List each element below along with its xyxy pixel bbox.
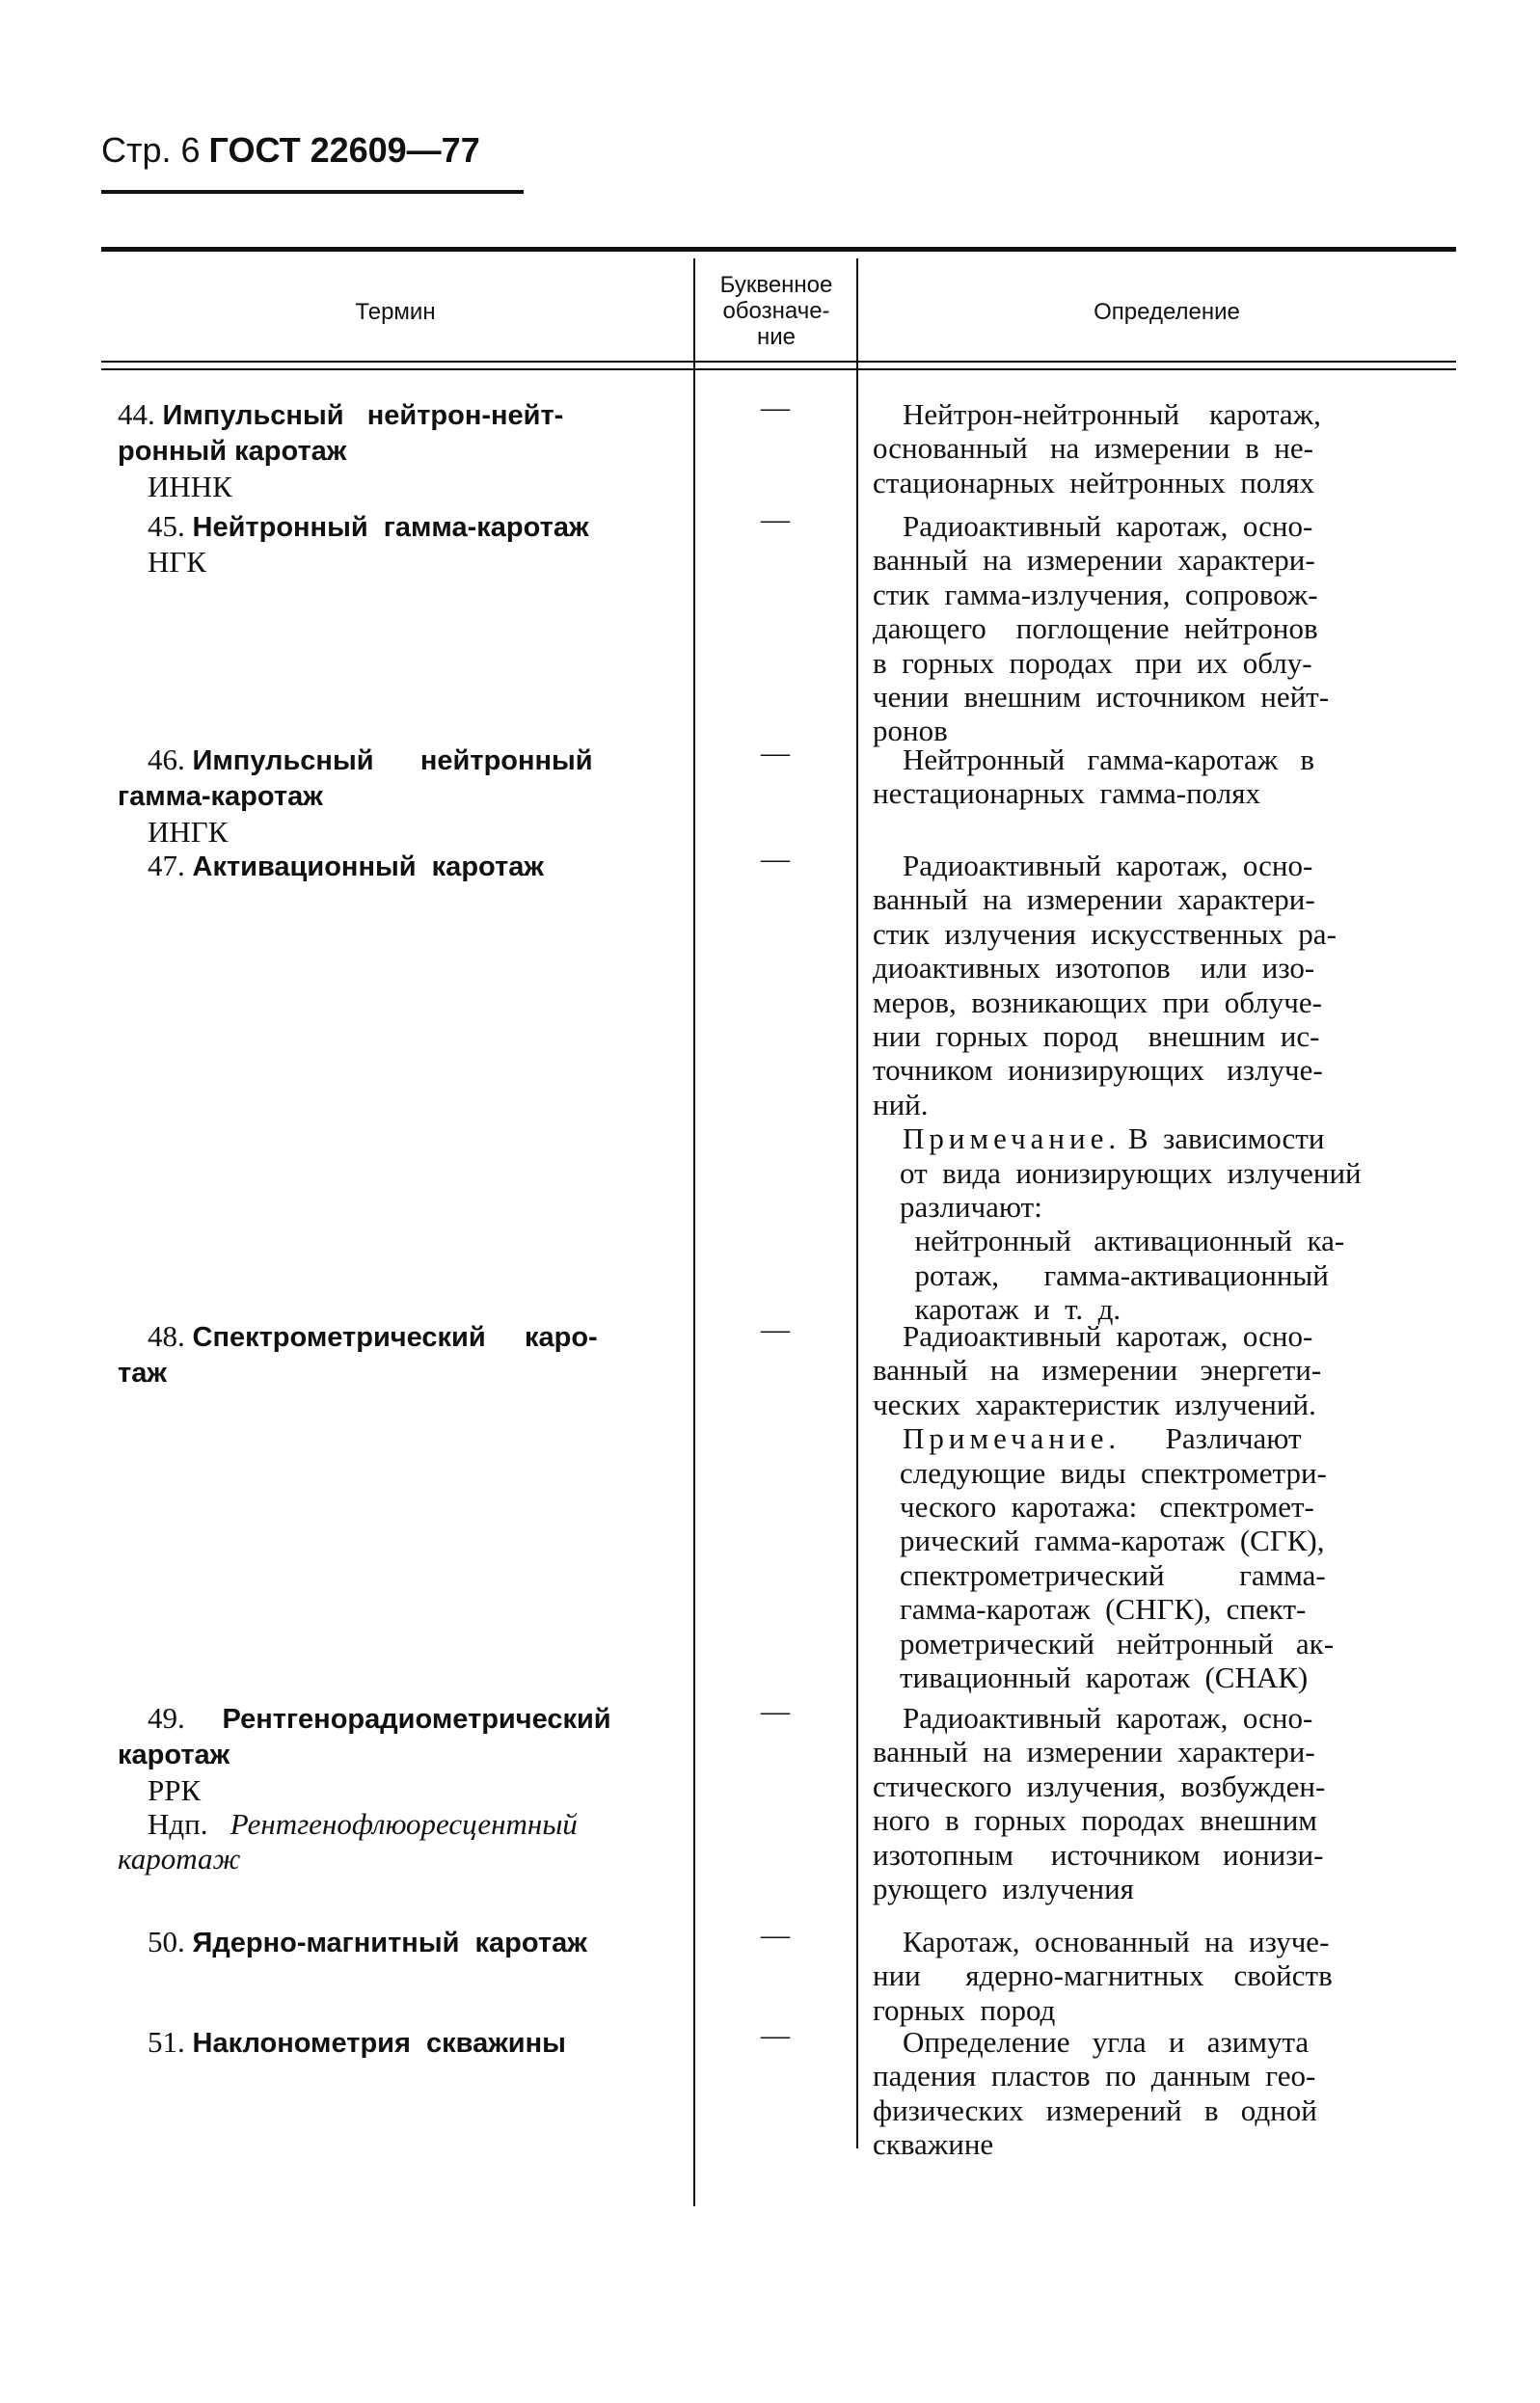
note-label: Примечание. — [903, 1421, 1121, 1456]
note-line — [873, 1421, 1451, 1455]
symbol-cell: — — [761, 1313, 790, 1345]
note-text: В зависимости — [1121, 1121, 1325, 1156]
term-cell — [118, 849, 670, 884]
note-line: гамма-каротаж (СНГК), спект- — [900, 1592, 1307, 1627]
definition-line: скважине — [873, 2127, 994, 2162]
term-line — [118, 849, 670, 884]
definition-cell — [873, 1701, 1451, 1905]
term-cell — [118, 1701, 670, 1876]
note-line: каротаж и т. д. — [900, 1292, 1121, 1327]
definition-line: Нейтрон-нейтронный каротаж, — [873, 397, 1321, 431]
term-name: Наклонометрия скважины — [192, 2028, 566, 2059]
term-line — [118, 742, 670, 778]
term-name: Нейтронный гамма-каротаж — [192, 512, 589, 543]
term-number: 51. — [118, 2025, 193, 2059]
term-cell — [118, 1319, 670, 1391]
term-name: Ядерно-магнитный каротаж — [192, 1928, 587, 1958]
definition-line: диоактивных изотопов или изо- — [873, 951, 1315, 986]
note-label: Примечание. — [903, 1121, 1121, 1156]
definition-line: горных пород — [873, 1992, 1056, 2027]
definition-line: физических измерений в одной — [873, 2092, 1317, 2127]
note-line: рический гамма-каротаж (СГК), — [900, 1524, 1325, 1558]
definition-line: Нейтронный гамма-каротаж в — [873, 742, 1315, 776]
term-name: каротаж — [118, 1740, 230, 1771]
definition-line: Радиоактивный каротаж, осно- — [873, 509, 1313, 543]
symbol-cell: — — [761, 843, 790, 875]
term-line — [118, 1737, 670, 1772]
term-line — [118, 2025, 670, 2061]
term-line — [118, 778, 670, 814]
term-line — [118, 1925, 670, 1960]
definition-line: Радиоактивный каротаж, осно- — [873, 1319, 1313, 1353]
definition-line: стического излучения, возбужден- — [873, 1768, 1326, 1803]
note-indent — [873, 1121, 903, 1155]
column-header-definition: Определение — [1094, 299, 1240, 325]
note-line: ротаж, гамма-активационный — [900, 1257, 1329, 1292]
term-abbreviation: ИННК — [118, 469, 232, 503]
definition-line: стик гамма-излучения, сопровож- — [873, 577, 1318, 611]
term-cell — [118, 742, 670, 849]
term-cell — [118, 2025, 670, 2061]
definition-line: изотопным источником ионизи- — [873, 1837, 1324, 1872]
column-header-term: Термин — [355, 299, 436, 325]
term-name: Импульсный нейтронный — [192, 745, 593, 776]
term-line — [118, 509, 670, 545]
term-cell — [118, 509, 670, 580]
term-number: 45. — [118, 509, 193, 543]
header-underline — [101, 190, 524, 194]
term-abbreviation: НГК — [118, 545, 206, 580]
term-abbreviation: ИНГК — [118, 814, 229, 849]
term-line — [118, 433, 670, 469]
note-line: ческого каротажа: спектромет- — [900, 1490, 1314, 1525]
term-line — [118, 815, 670, 849]
symbol-cell: — — [761, 1919, 790, 1951]
definition-line: ческих характеристик излучений. — [873, 1387, 1316, 1421]
definition-line: стик излучения искусственных ра- — [873, 916, 1337, 951]
definition-line: Определение угла и азимута — [873, 2025, 1310, 2059]
note-line: следующие виды спектрометри- — [900, 1455, 1327, 1490]
column-header-symbol-line: ние — [756, 324, 796, 350]
note-line: рометрический нейтронный ак- — [900, 1626, 1335, 1660]
column-divider-right — [856, 258, 858, 2148]
note-line: нейтронный активационный ка- — [900, 1224, 1345, 1258]
definition-line: Радиоактивный каротаж, осно- — [873, 849, 1313, 882]
note-line: различают: — [900, 1190, 1042, 1225]
term-number: 44. — [118, 397, 163, 431]
column-header-symbol — [696, 272, 856, 350]
note-line: от вида ионизирующих излучений — [900, 1155, 1362, 1190]
definition-line: ванный на измерении характери- — [873, 1735, 1315, 1769]
column-divider-left — [693, 258, 695, 2206]
definition-line: дающего поглощение нейтронов — [873, 611, 1318, 646]
table-header-rule-double — [101, 368, 1456, 370]
deprecated-term: каротаж — [118, 1841, 241, 1876]
definition-line: падения пластов по данным гео- — [873, 2059, 1316, 2093]
term-cell — [118, 397, 670, 503]
term-name: Активационный каротаж — [192, 851, 544, 882]
definition-cell — [873, 509, 1451, 748]
definition-line: основанный на измерении в не- — [873, 431, 1313, 466]
term-name: ронный каротаж — [118, 436, 347, 468]
note-line: спектрометрический гамма- — [900, 1557, 1326, 1592]
note-indent — [873, 1421, 903, 1455]
definition-line: нии горных пород внешним ис- — [873, 1019, 1320, 1054]
column-header-symbol-line: Буквенное — [719, 272, 833, 298]
table-top-rule — [101, 247, 1456, 252]
definition-cell — [873, 1925, 1451, 2027]
symbol-cell: — — [761, 392, 790, 423]
definition-line: чении внешним источником нейт- — [873, 680, 1330, 715]
standard-code: ГОСТ 22609—77 — [208, 130, 480, 170]
term-line — [118, 1319, 670, 1355]
term-line — [118, 545, 670, 579]
term-number: 50. — [118, 1925, 193, 1958]
deprecated-label: Ндп. — [118, 1807, 230, 1842]
symbol-cell: — — [761, 737, 790, 769]
definition-line: ванный на измерении энергети- — [873, 1353, 1322, 1388]
note-line: тивационный каротаж (СНАК) — [900, 1660, 1309, 1695]
definition-line: точником ионизирующих излуче- — [873, 1053, 1323, 1088]
definition-line: меров, возникающих при облуче- — [873, 985, 1322, 1019]
page-header — [101, 130, 480, 171]
definition-line: ного в горных породах внешним — [873, 1803, 1317, 1838]
term-name: Рентгенорадиометрический — [222, 1704, 611, 1735]
definition-line: ронов — [873, 714, 948, 748]
definition-line: ванный на измерении характери- — [873, 882, 1315, 917]
term-number: 48. — [118, 1319, 193, 1353]
definition-line: в горных породах при их облу- — [873, 645, 1312, 680]
page-number: Стр. 6 — [101, 130, 201, 170]
definition-cell — [873, 849, 1451, 1327]
term-abbreviation: РРК — [118, 1772, 202, 1807]
term-line — [118, 1355, 670, 1390]
definition-cell — [873, 1319, 1451, 1694]
definition-line: ванный на измерении характери- — [873, 543, 1315, 578]
note-line — [873, 1121, 1451, 1155]
definition-cell — [873, 742, 1451, 811]
definition-line: нестационарных гамма-полях — [873, 776, 1261, 811]
definition-line: рующего излучения — [873, 1872, 1134, 1906]
definition-cell — [873, 397, 1451, 500]
term-cell — [118, 1925, 670, 1960]
definition-line: Радиоактивный каротаж, осно- — [873, 1701, 1313, 1735]
term-name: Спектрометрический каро- — [192, 1322, 598, 1353]
definition-line: Каротаж, основанный на изуче- — [873, 1925, 1330, 1958]
term-name: Импульсный нейтрон-нейт- — [162, 400, 564, 431]
term-line — [118, 397, 670, 433]
definition-cell — [873, 2025, 1451, 2162]
term-number: 47. — [118, 849, 193, 882]
term-line — [118, 470, 670, 503]
term-name: таж — [118, 1358, 167, 1390]
table-header-rule — [101, 361, 1456, 363]
deprecated-term: Рентгенофлюоресцентный — [230, 1807, 578, 1842]
term-number: 46. — [118, 742, 193, 776]
note-text: Различают — [1121, 1421, 1302, 1456]
term-line — [118, 1701, 670, 1737]
column-header-symbol-line: обозначе- — [722, 298, 830, 324]
term-line — [118, 1842, 670, 1876]
symbol-cell: — — [761, 2019, 790, 2051]
term-number: 49. — [118, 1701, 223, 1735]
definition-line: ний. — [873, 1087, 929, 1121]
term-name: гамма-каротаж — [118, 781, 323, 813]
definition-line: стационарных нейтронных полях — [873, 465, 1315, 500]
definition-line: нии ядерно-магнитных свойств — [873, 1958, 1333, 1993]
symbol-cell: — — [761, 1695, 790, 1727]
term-line — [118, 1773, 670, 1807]
term-line — [118, 1807, 670, 1841]
symbol-cell: — — [761, 503, 790, 535]
